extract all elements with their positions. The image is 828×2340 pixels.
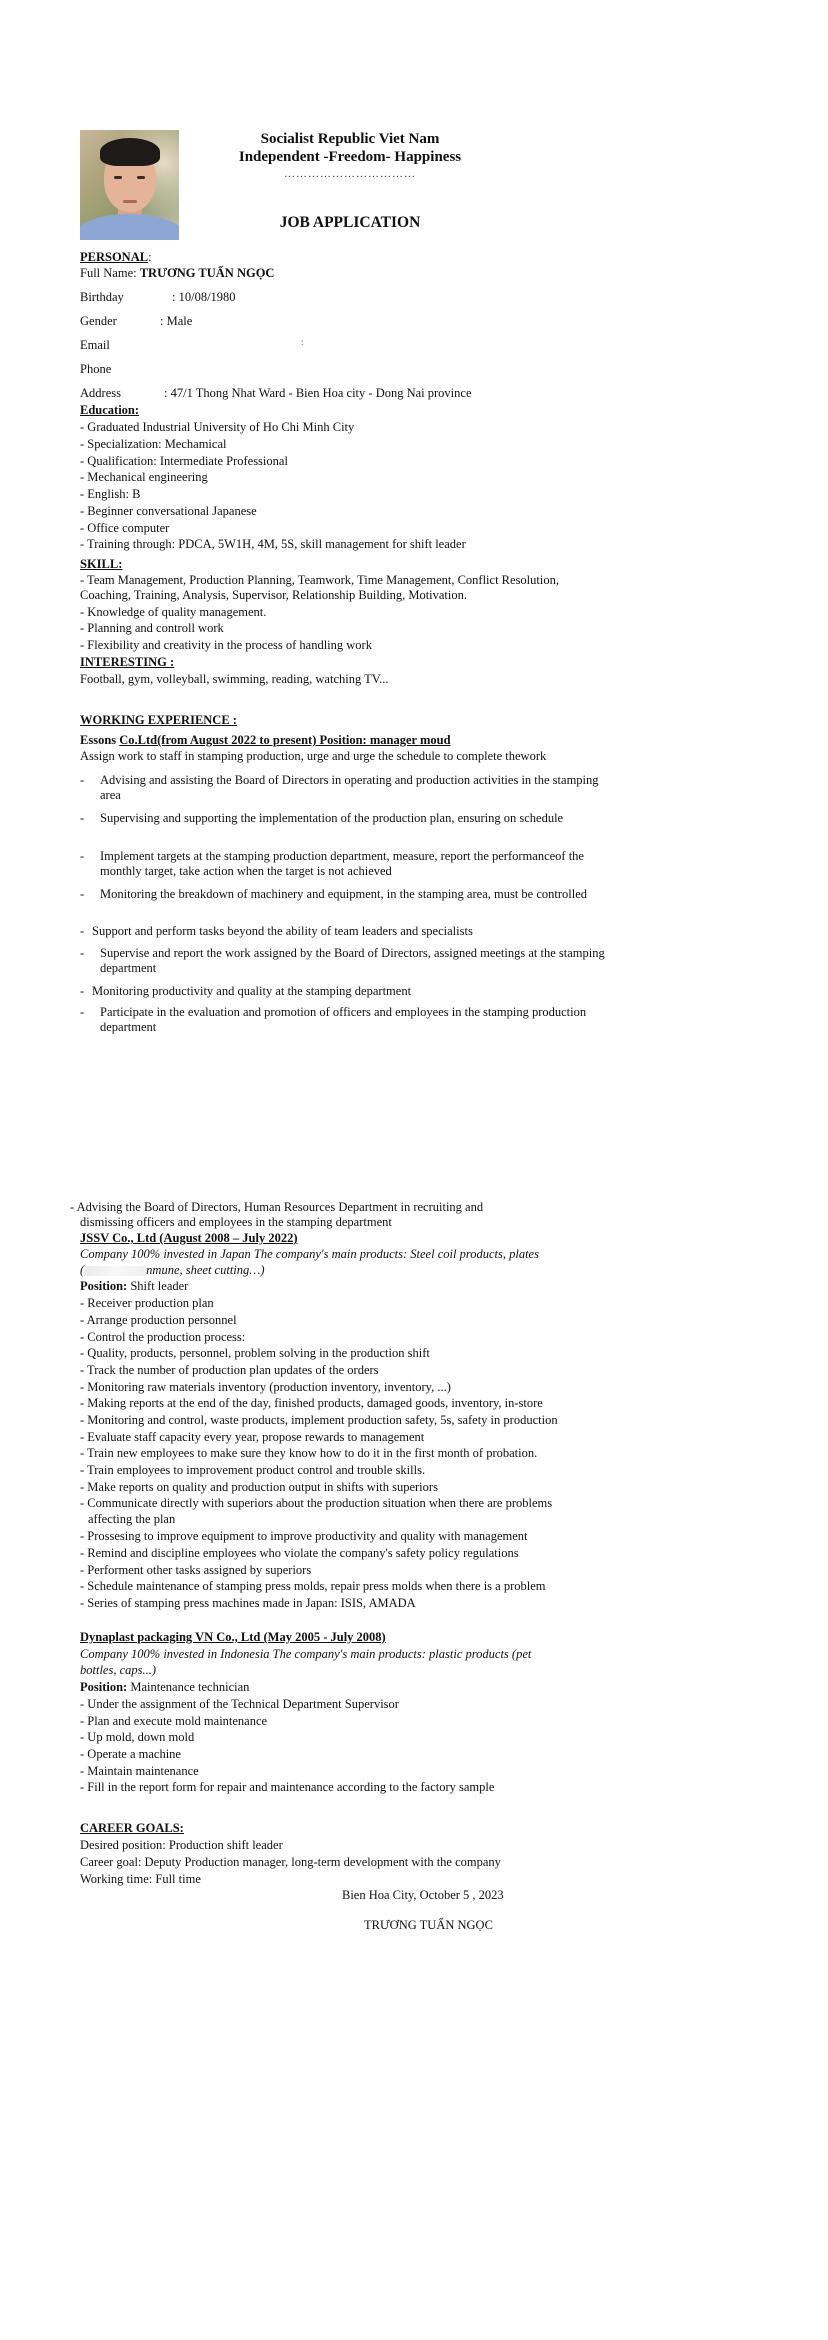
gender-value: : Male xyxy=(160,314,193,328)
full-name-row xyxy=(80,266,274,281)
skill-item: - Planning and controll work xyxy=(80,621,224,635)
email-value: : xyxy=(301,337,304,347)
skill-item: - Knowledge of quality management. xyxy=(80,605,267,619)
education-item: - Beginner conversational Japanese xyxy=(80,504,257,518)
experience-heading: WORKING EXPERIENCE : xyxy=(80,713,237,727)
job-duty-item: - Prossesing to improve equipment to improve productivity and quality with management xyxy=(80,1529,528,1543)
place-and-date: Bien Hoa City, October 5 , 2023 xyxy=(342,1888,504,1902)
phone-label: Phone xyxy=(80,362,112,376)
header-divider-dots: …………………………… xyxy=(284,168,416,180)
job-duty-item: - Quality, products, personnel, problem solving in the production shift xyxy=(80,1346,430,1360)
job-duty-item: - Arrange production personnel xyxy=(80,1313,237,1327)
job-duty-item: - Communicate directly with superiors about the production situation when there are problems xyxy=(80,1496,553,1510)
full-name-label: Full Name: xyxy=(80,266,140,280)
email-row xyxy=(80,338,110,353)
job-description: Company 100% invested in Japan The company's main products: Steel coil products, plates xyxy=(80,1247,539,1261)
career-goal-item: Desired position: Production shift leader xyxy=(80,1838,283,1852)
job-duty-item-continued: affecting the plan xyxy=(88,1512,176,1526)
country-name: Socialist Republic Viet Nam xyxy=(260,131,440,147)
national-motto: Independent -Freedom- Happiness xyxy=(238,149,462,165)
address-label: Address xyxy=(80,386,121,400)
redacted-text xyxy=(84,1266,146,1276)
job-title-essons: Essons Co.Ltd(from August 2022 to present) Position: manager moud xyxy=(80,733,451,747)
job-duty-item-trailing: - Advising the Board of Directors, Human Resources Department in recruiting and xyxy=(70,1200,484,1214)
job-duty-item: - Making reports at the end of the day, finished products, damaged goods, inventory, in-store xyxy=(80,1396,543,1410)
career-goals-heading: CAREER GOALS: xyxy=(80,1821,184,1835)
job-duty-item: - Make reports on quality and production output in shifts with superiors xyxy=(80,1480,438,1494)
job-title-dynaplast: Dynaplast packaging VN Co., Ltd (May 2005 - July 2008) xyxy=(80,1630,386,1644)
phone-row xyxy=(80,362,111,377)
interesting-heading: INTERESTING : xyxy=(80,655,175,669)
job-duty-item: - Schedule maintenance of stamping press molds, repair press molds when there is a problem xyxy=(80,1579,546,1593)
personal-heading: PERSONAL xyxy=(80,250,149,264)
job-duty-item: - Remind and discipline employees who violate the company's safety policy regulations xyxy=(80,1546,519,1560)
job-duty-item: - Performent other tasks assigned by superiors xyxy=(80,1563,312,1577)
address-value: : 47/1 Thong Nhat Ward - Bien Hoa city - Dong Nai province xyxy=(164,386,472,400)
interests-text: Football, gym, volleyball, swimming, reading, watching TV... xyxy=(80,672,389,686)
job-position: Position: Maintenance technician xyxy=(80,1680,250,1694)
birthday-row xyxy=(80,290,236,305)
birthday-value: : 10/08/1980 xyxy=(172,290,236,304)
job-duty-item-trailing-continued: dismissing officers and employees in the stamping department xyxy=(80,1215,392,1229)
job-duty-item: - Control the production process: xyxy=(80,1330,246,1344)
email-label: Email xyxy=(80,338,110,352)
document-title: JOB APPLICATION xyxy=(279,214,421,231)
signature-name: TRƯƠNG TUẤN NGỌC xyxy=(364,1918,493,1932)
full-name-value: TRƯƠNG TUẤN NGỌC xyxy=(139,266,275,280)
job-position: Position: Shift leader xyxy=(80,1279,189,1293)
birthday-label: Birthday xyxy=(80,290,124,304)
skill-item: - Flexibility and creativity in the process of handling work xyxy=(80,638,372,652)
gender-label: Gender xyxy=(80,314,117,328)
career-goal-item: Career goal: Deputy Production manager, long-term development with the company xyxy=(80,1855,501,1869)
education-item: - Office computer xyxy=(80,521,170,535)
skill-item: - Team Management, Production Planning, Teamwork, Time Management, Conflict Resolution, xyxy=(80,573,559,587)
personal-heading-row: PERSONAL: xyxy=(80,250,152,264)
job-duty-item: - Train new employees to make sure they know how to do it in the first month of probation. xyxy=(80,1446,538,1460)
job-description-continued: bottles, caps...) xyxy=(80,1663,157,1677)
job-description: Company 100% invested in Indonesia The company's main products: plastic products (pet xyxy=(80,1647,532,1661)
job-duty-item: - Series of stamping press machines made in Japan: ISIS, AMADA xyxy=(80,1596,416,1610)
job-duty-item: - Track the number of production plan updates of the orders xyxy=(80,1363,379,1377)
job-duty-item: - Up mold, down mold xyxy=(80,1730,195,1744)
job-description-continued: ( nmune, sheet cutting…) xyxy=(80,1263,265,1277)
career-goal-item: Working time: Full time xyxy=(80,1872,201,1886)
job-duty-item: - Operate a machine xyxy=(80,1747,181,1761)
job-duty-item: - Fill in the report form for repair and maintenance according to the factory sample xyxy=(80,1780,495,1794)
job-duty-item: - Monitoring and control, waste products, implement production safety, 5s, safety in production xyxy=(80,1413,558,1427)
address-row xyxy=(80,386,472,401)
education-item: - English: B xyxy=(80,487,141,501)
education-item: - Mechanical engineering xyxy=(80,470,208,484)
skill-item-continued: Coaching, Training, Analysis, Supervisor, Relationship Building, Motivation. xyxy=(80,588,468,602)
education-item: - Graduated Industrial University of Ho Chi Minh City xyxy=(80,420,355,434)
job-duty-item: - Train employees to improvement product control and trouble skills. xyxy=(80,1463,426,1477)
job-duty-item: - Plan and execute mold maintenance xyxy=(80,1714,268,1728)
job-duty-item: - Maintain maintenance xyxy=(80,1764,199,1778)
job-duty-item: - Receiver production plan xyxy=(80,1296,214,1310)
job-title-jssv: JSSV Co., Ltd (August 2008 – July 2022) xyxy=(80,1231,298,1245)
job-duty-item: - Monitoring raw materials inventory (production inventory, inventory, ...) xyxy=(80,1380,451,1394)
education-item: - Training through: PDCA, 5W1H, 4M, 5S, skill management for shift leader xyxy=(80,537,466,551)
job-intro: Assign work to staff in stamping production, urge and urge the schedule to complete thework xyxy=(80,749,547,763)
education-item: - Qualification: Intermediate Professional xyxy=(80,454,288,468)
education-item: - Specialization: Mechamical xyxy=(80,437,227,451)
gender-row xyxy=(80,314,192,329)
skill-heading: SKILL: xyxy=(80,557,123,571)
job-duty-item: - Under the assignment of the Technical Department Supervisor xyxy=(80,1697,399,1711)
applicant-photo xyxy=(80,130,179,240)
education-heading: Education: xyxy=(80,403,140,417)
job-duty-item: - Evaluate staff capacity every year, propose rewards to management xyxy=(80,1430,425,1444)
